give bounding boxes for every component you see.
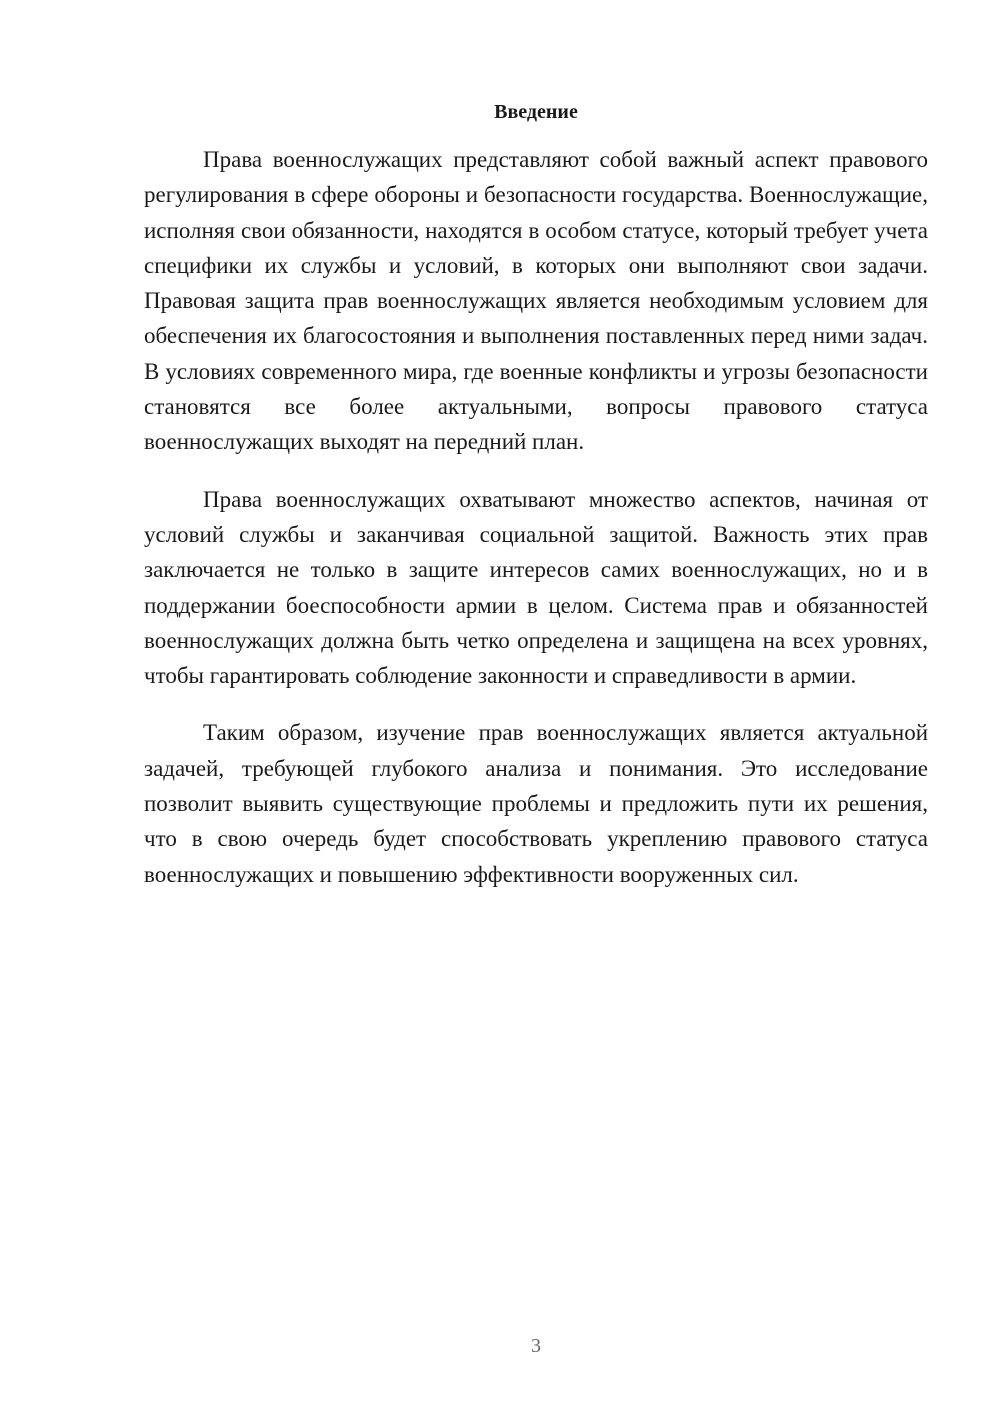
paragraph-2: Права военнослужащих охватывают множество аспектов, начиная от условий службы и заканчивая социальной защитой. Важность этих прав заключается не только в защите интересов самих военнослужащих, но и в поддержании боеспособности армии в целом. Система прав и обязанностей военнослужащих должна быть четко определена и защищена на всех уровнях, чтобы гарантировать соблюдение законности и справедливости в армии. [144,486,928,689]
page-number: 3 [531,1335,541,1357]
section-heading: Введение [494,101,578,123]
body-text [144,142,928,914]
paragraph-1: Права военнослужащих представляют собой важный аспект правового регулирования в сфере обороны и безопасности государства. Военнослужащие, исполняя свои обязанности, находятся в особом статусе, который требует учета специфики их службы и условий, в которых они выполняют свои задачи. Правовая защита прав военнослужащих является необходимым условием для обеспечения их благосостояния и выполнения поставленных перед ними задач. В условиях современного мира, где военные конфликты и угрозы безопасности становятся все более актуальными, вопросы правового статуса военнослужащих выходят на передний план. [144,147,928,455]
paragraph-3: Таким образом, изучение прав военнослужащих является актуальной задачей, требующей глубокого анализа и понимания. Это исследование позволит выявить существующие проблемы и предложить пути их решения, что в свою очередь будет способствовать укреплению правового статуса военнослужащих и повышению эффективности вооруженных сил. [144,720,928,887]
